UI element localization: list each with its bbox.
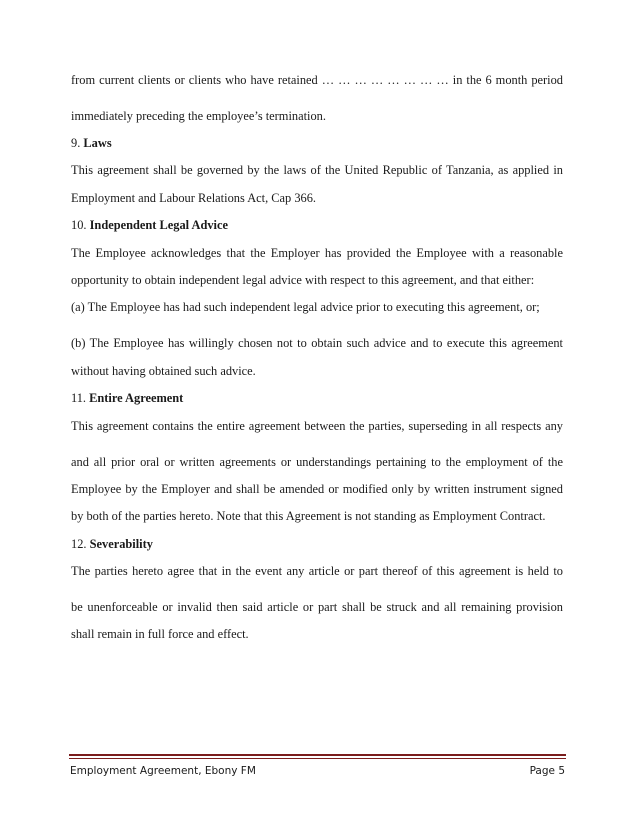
paragraph-line: by both of the parties hereto. Note that this Agreement is not standing as Employment Contract.: [71, 509, 546, 523]
paragraph-line: (a) The Employee has had such independent legal advice prior to executing this agreement, or;: [71, 300, 540, 314]
paragraph-line: Employment and Labour Relations Act, Cap 366.: [71, 191, 317, 205]
paragraph-line: shall remain in full force and effect.: [71, 627, 249, 641]
paragraph-line: This agreement shall be governed by the laws of the United Republic of Tanzania, as applied in: [71, 163, 563, 177]
footer-rule: [69, 754, 566, 756]
section-number: 11.: [71, 391, 87, 405]
footer-page-number: Page 5: [529, 765, 565, 777]
section-title: Entire Agreement: [89, 391, 184, 405]
paragraph-line: (b) The Employee has willingly chosen not to obtain such advice and to execute this agreement: [71, 336, 563, 350]
paragraph-line: be unenforceable or invalid then said article or part shall be struck and all remaining provision: [71, 600, 563, 614]
paragraph-line: Employee by the Employer and shall be amended or modified only by written instrument signed: [71, 482, 563, 496]
section-heading-entire-agreement: [71, 391, 563, 406]
section-heading-independent-legal-advice: [71, 218, 563, 233]
paragraph-line: from current clients or clients who have retained … … … … … … … … in the 6 month period: [71, 73, 563, 87]
section-title: Independent Legal Advice: [89, 218, 228, 232]
footer-document-title: Employment Agreement, Ebony FM: [70, 765, 256, 777]
section-title: Laws: [83, 136, 112, 150]
section-heading-laws: [71, 136, 563, 151]
section-number: 9.: [71, 136, 81, 150]
paragraph-line: and all prior oral or written agreements or understandings pertaining to the employment of the: [71, 455, 563, 469]
section-number: 12.: [71, 537, 87, 551]
section-number: 10.: [71, 218, 87, 232]
paragraph-line: The Employee acknowledges that the Employer has provided the Employee with a reasonable: [71, 246, 563, 260]
paragraph-line: immediately preceding the employee’s termination.: [71, 109, 326, 123]
paragraph-line: The parties hereto agree that in the event any article or part thereof of this agreement is held to: [71, 564, 563, 578]
paragraph-line: This agreement contains the entire agreement between the parties, superseding in all respects any: [71, 419, 563, 433]
footer-rule-thin: [69, 758, 566, 759]
section-heading-severability: [71, 537, 563, 552]
paragraph-line: without having obtained such advice.: [71, 364, 256, 378]
paragraph-line: opportunity to obtain independent legal advice with respect to this agreement, and that either:: [71, 273, 535, 287]
section-title: Severability: [89, 537, 153, 551]
